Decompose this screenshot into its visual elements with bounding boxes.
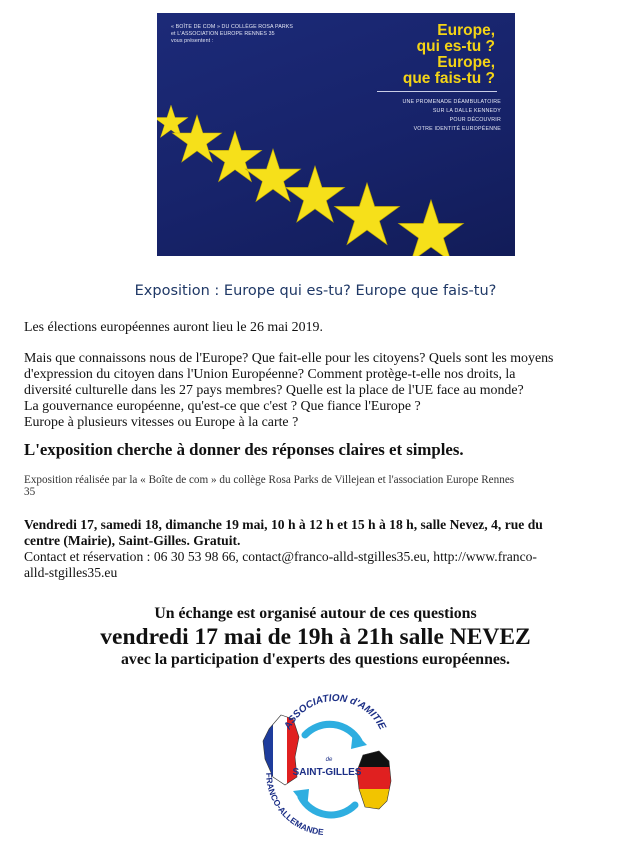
poster-title <box>325 23 495 87</box>
event-participation: avec la participation d'experts des questions européennes. <box>121 651 510 668</box>
event-intro: Un échange est organisé autour de ces questions <box>154 605 477 622</box>
text-line: Contact et réservation : 06 30 53 98 66, contact@franco-alld-stgilles35.eu, http://www.franco- <box>24 549 537 564</box>
text-line: d'expression du citoyen dans l'Union Européenne? Comment protège-t-elle nos droits, la <box>24 367 516 382</box>
text-line: 35 <box>24 486 36 498</box>
text-line: diversité culturelle dans les 27 pays membres? Quelle est la place de l'UE face au monde? <box>24 383 524 398</box>
logo-bottom-text: FRANCO-ALLEMANDE <box>264 772 325 838</box>
text-line: Europe à plusieurs vitesses ou Europe à la carte ? <box>24 415 299 430</box>
exhibition-credit <box>24 474 622 498</box>
text-line: Mais que connaissons nous de l'Europe? Que fait-elle pour les citoyens? Quels sont les moyens <box>24 351 554 366</box>
questions-paragraph <box>24 351 622 431</box>
poster-org-line: et L'ASSOCIATION EUROPE RENNES 35 <box>171 31 275 37</box>
star-5 <box>286 166 345 222</box>
association-logo <box>255 685 403 845</box>
star-4 <box>245 149 300 201</box>
poster-sub-line: UNE PROMENADE DÉAMBULATOIRE <box>402 99 501 105</box>
poster-sub-line: SUR LA DALLE KENNEDY <box>432 108 501 114</box>
svg-text:FRANCO-ALLEMANDE <box>264 772 324 837</box>
star-7 <box>399 200 464 256</box>
logo-top-text: ASSOCIATION d'AMITIE <box>282 692 388 732</box>
poster-title-line: que fais-tu ? <box>402 70 495 87</box>
contact-info <box>24 549 622 581</box>
logo-center-text: SAINT-GILLES <box>292 767 362 778</box>
exhibition-aim: L'exposition cherche à donner des réponses claires et simples. <box>24 440 464 459</box>
poster-title-line: Europe, <box>437 22 495 39</box>
elections-paragraph: Les élections européennes auront lieu le 26 mai 2019. <box>24 320 323 335</box>
poster-subtitle <box>361 98 501 134</box>
logo-de: de <box>325 757 333 763</box>
text-line: Vendredi 17, samedi 18, dimanche 19 mai, 10 h à 12 h et 15 h à 18 h, salle Nevez, 4, rue du <box>24 517 543 532</box>
text-line: La gouvernance européenne, qu'est-ce que c'est ? Que fiance l'Europe ? <box>24 399 421 414</box>
poster-title-line: qui es-tu ? <box>416 38 495 55</box>
text-line: Exposition réalisée par la « Boîte de com » du collège Rosa Parks de Villejean et l'association Europe Rennes <box>24 474 515 486</box>
page-heading: Exposition : Europe qui es-tu? Europe que fais-tu? <box>134 283 497 299</box>
exhibition-poster <box>157 13 515 256</box>
star-1 <box>157 105 188 138</box>
poster-sub-line: POUR DÉCOUVRIR <box>449 117 501 123</box>
poster-org-line: « BOÎTE DE COM » DU COLLÈGE ROSA PARKS <box>171 24 294 30</box>
star-6 <box>335 183 400 245</box>
event-date-venue: vendredi 17 mai de 19h à 21h salle NEVEZ <box>100 624 531 650</box>
poster-title-line: Europe, <box>437 54 495 71</box>
text-line: centre (Mairie), Saint-Gilles. Gratuit. <box>24 533 241 548</box>
exhibition-dates <box>24 517 622 549</box>
poster-organizers <box>171 24 293 45</box>
arrow-head-icon <box>293 789 309 809</box>
poster-sub-line: VOTRE IDENTITÉ EUROPÉENNE <box>413 126 501 132</box>
arrow-head-icon <box>351 731 367 749</box>
poster-divider <box>377 91 497 92</box>
poster-org-line: vous présentent : <box>171 38 214 44</box>
text-line: alld-stgilles35.eu <box>24 565 118 580</box>
